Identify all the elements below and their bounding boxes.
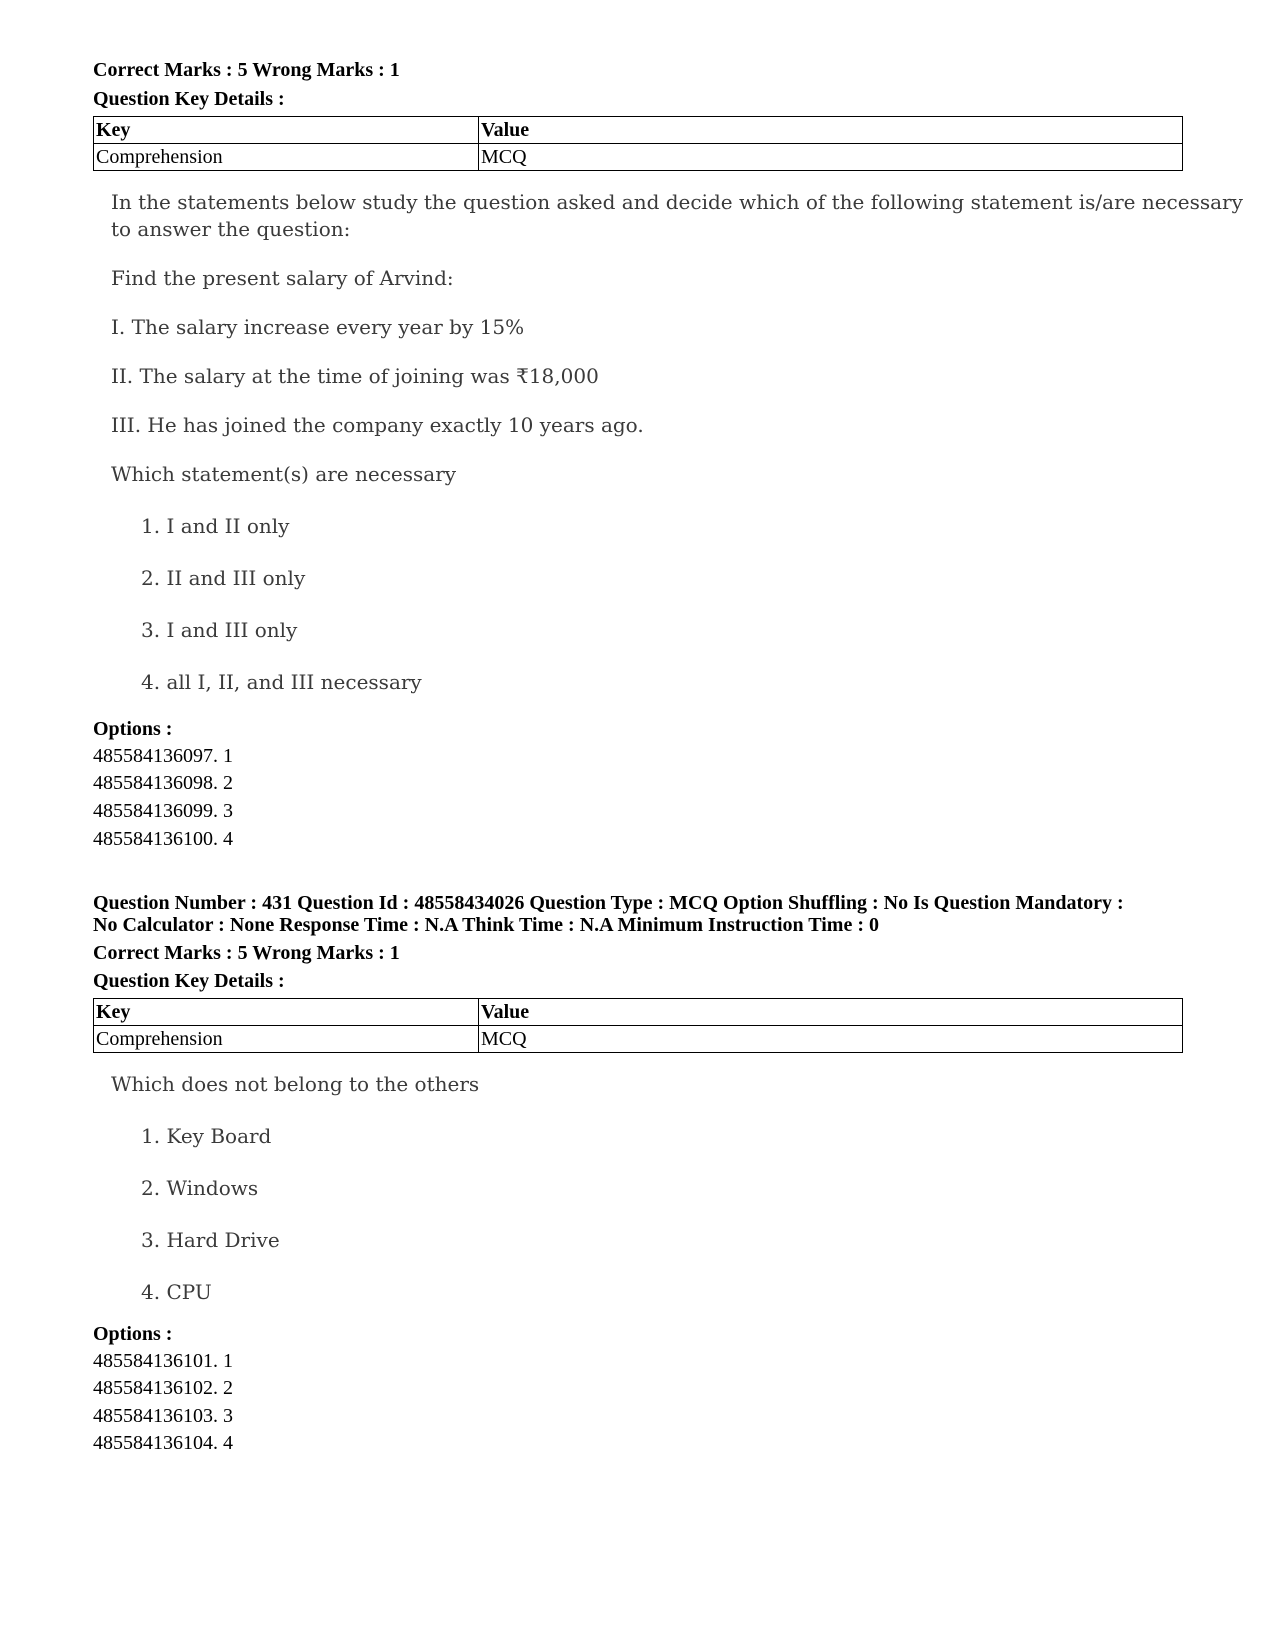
q1-intro-line-1: In the statements below study the question asked and decide which of the following statement is/are necessary [111, 190, 1243, 214]
q2-header-line-1: Question Number : 431 Question Id : 48558434026 Question Type : MCQ Option Shuffling : No Is Question Mandatory : [93, 892, 1124, 914]
q1-key-table-wrap [93, 116, 1183, 171]
q2-key-table [93, 998, 1183, 1053]
q1-statement-3: III. He has joined the company exactly 10 years ago. [111, 413, 644, 437]
table-row [94, 117, 1183, 144]
q2-question-line: Which does not belong to the others [111, 1072, 480, 1096]
q1-option-1: 485584136097. 1 [93, 745, 233, 767]
q2-marks: Correct Marks : 5 Wrong Marks : 1 [93, 942, 400, 964]
table-header-value: Value [479, 117, 1183, 144]
q1-choice-1: 1. I and II only [141, 514, 290, 538]
q2-choice-2: 2. Windows [141, 1176, 259, 1200]
table-header-key: Key [94, 117, 479, 144]
q2-key-table-wrap [93, 998, 1183, 1053]
q1-option-3: 485584136099. 3 [93, 800, 233, 822]
table-cell-value: MCQ [479, 144, 1183, 171]
q1-key-table [93, 116, 1183, 171]
table-header-value: Value [479, 999, 1183, 1026]
q2-key-details-label: Question Key Details : [93, 970, 285, 992]
q1-which-line: Which statement(s) are necessary [111, 462, 457, 486]
q2-header-line-2: No Calculator : None Response Time : N.A Think Time : N.A Minimum Instruction Time : 0 [93, 914, 879, 936]
table-row [94, 999, 1183, 1026]
table-row [94, 1026, 1183, 1053]
q2-choice-3: 3. Hard Drive [141, 1228, 280, 1252]
q1-choice-3: 3. I and III only [141, 618, 298, 642]
q1-options-label: Options : [93, 718, 173, 740]
q1-choice-2: 2. II and III only [141, 566, 306, 590]
q1-marks: Correct Marks : 5 Wrong Marks : 1 [93, 59, 400, 81]
table-row [94, 144, 1183, 171]
table-header-key: Key [94, 999, 479, 1026]
table-cell-value: MCQ [479, 1026, 1183, 1053]
q1-option-4: 485584136100. 4 [93, 828, 233, 850]
q1-choice-4: 4. all I, II, and III necessary [141, 670, 422, 694]
table-cell-key: Comprehension [94, 1026, 479, 1053]
q2-choice-4: 4. CPU [141, 1280, 212, 1304]
q2-option-3: 485584136103. 3 [93, 1405, 233, 1427]
q1-intro-line-2: to answer the question: [111, 217, 351, 241]
q2-option-4: 485584136104. 4 [93, 1432, 233, 1454]
table-cell-key: Comprehension [94, 144, 479, 171]
q2-options-label: Options : [93, 1323, 173, 1345]
q2-option-2: 485584136102. 2 [93, 1377, 233, 1399]
q2-option-1: 485584136101. 1 [93, 1350, 233, 1372]
q1-option-2: 485584136098. 2 [93, 772, 233, 794]
q2-choice-1: 1. Key Board [141, 1124, 272, 1148]
q1-statement-2: II. The salary at the time of joining was ₹18,000 [111, 364, 599, 388]
q1-find-line: Find the present salary of Arvind: [111, 266, 454, 290]
q1-statement-1: I. The salary increase every year by 15% [111, 315, 525, 339]
q1-key-details-label: Question Key Details : [93, 88, 285, 110]
